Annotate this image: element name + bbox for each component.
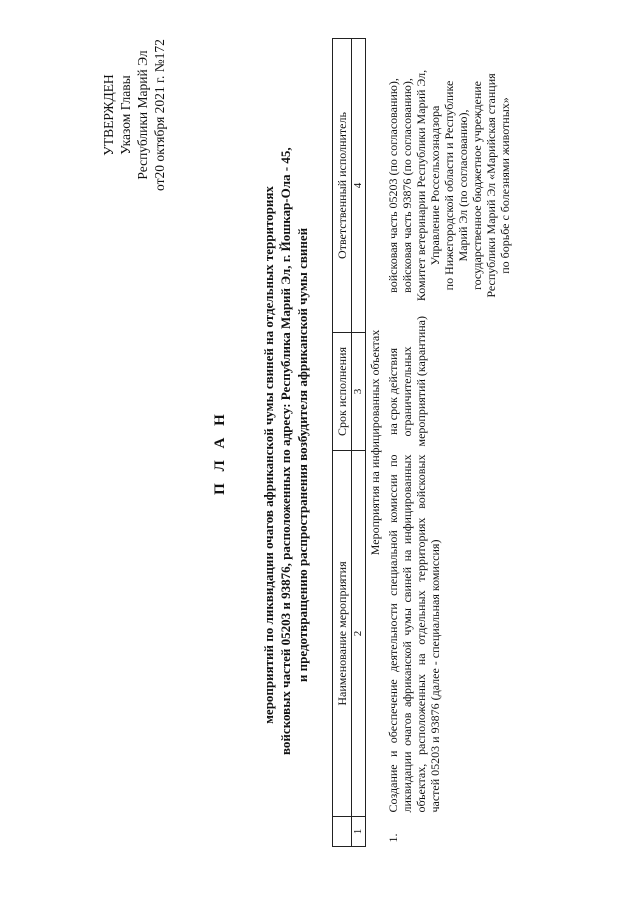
column-number: 1 (352, 817, 366, 847)
approval-line: УТВЕРЖДЕН (101, 74, 116, 156)
column-number: 2 (352, 451, 366, 817)
header-activity: Наименование мероприятия (333, 451, 352, 817)
section-row (366, 39, 385, 847)
table-header-row (333, 39, 352, 847)
row-deadline (384, 316, 512, 451)
section-title: Мероприятия на инфицированных объектах (368, 329, 382, 556)
responsible-line: Республики Марий Эл «Марийская станция (484, 73, 498, 298)
approval-line: Республики Марий Эл (135, 50, 150, 180)
plan-table (332, 38, 512, 847)
row-responsible (384, 39, 512, 333)
approval-stamp (100, 15, 168, 215)
approval-line: Указом Главы (118, 75, 133, 155)
header-deadline: Срок исполнения (333, 333, 352, 451)
responsible-line: Комитет ветеринарии Республики Марий Эл, (414, 69, 428, 302)
column-number-row (352, 39, 366, 847)
responsible-line: по борьбе с болезнями животных» (498, 97, 512, 274)
title-line: мероприятий по ликвидации очагов африканской чумы свиней на отдельных территориях (261, 186, 276, 724)
deadline-line: мероприятий (карантина) (414, 316, 428, 447)
responsible-line: войсковая часть 05203 (по согласованию), (386, 78, 400, 293)
responsible-line: войсковая часть 93876 (по согласованию), (400, 78, 414, 293)
responsible-line: государственное бюджетное учреждение (470, 81, 484, 290)
header-number (333, 817, 352, 847)
document-title (260, 147, 311, 755)
responsible-line: Управление Россельхознадзора (428, 105, 442, 266)
document-heading: П Л А Н (212, 410, 228, 495)
title-line: и предотвращению распространения возбудителя африканской чумы свиней (295, 227, 310, 683)
approval-date-line: от20 октября 2021 г. №172 (152, 39, 167, 191)
column-number: 4 (352, 39, 366, 333)
responsible-line: Марий Эл (по согласованию), (456, 109, 470, 262)
table-row (384, 39, 512, 847)
deadline-line: ограничительных (400, 346, 414, 437)
deadline-line: на срок действия (386, 348, 400, 435)
row-number: 1. (386, 833, 400, 843)
row-activity: Создание и обеспечение деятельности специальной комиссии по ликвидации очагов африканской чумы свиней на инфицированных объектах, расположенных на отдельных территориях войсковых частей 05203 и 93876 (далее - специальная комиссия) (386, 454, 442, 813)
title-line: войсковых частей 05203 и 93876, расположенных по адресу: Республика Марий Эл, г. Йошкар-Ола - 45, (278, 147, 293, 755)
header-responsible: Ответственный исполнитель (333, 39, 352, 333)
responsible-line: по Нижегородской области и Республике (442, 80, 456, 291)
column-number: 3 (352, 333, 366, 451)
